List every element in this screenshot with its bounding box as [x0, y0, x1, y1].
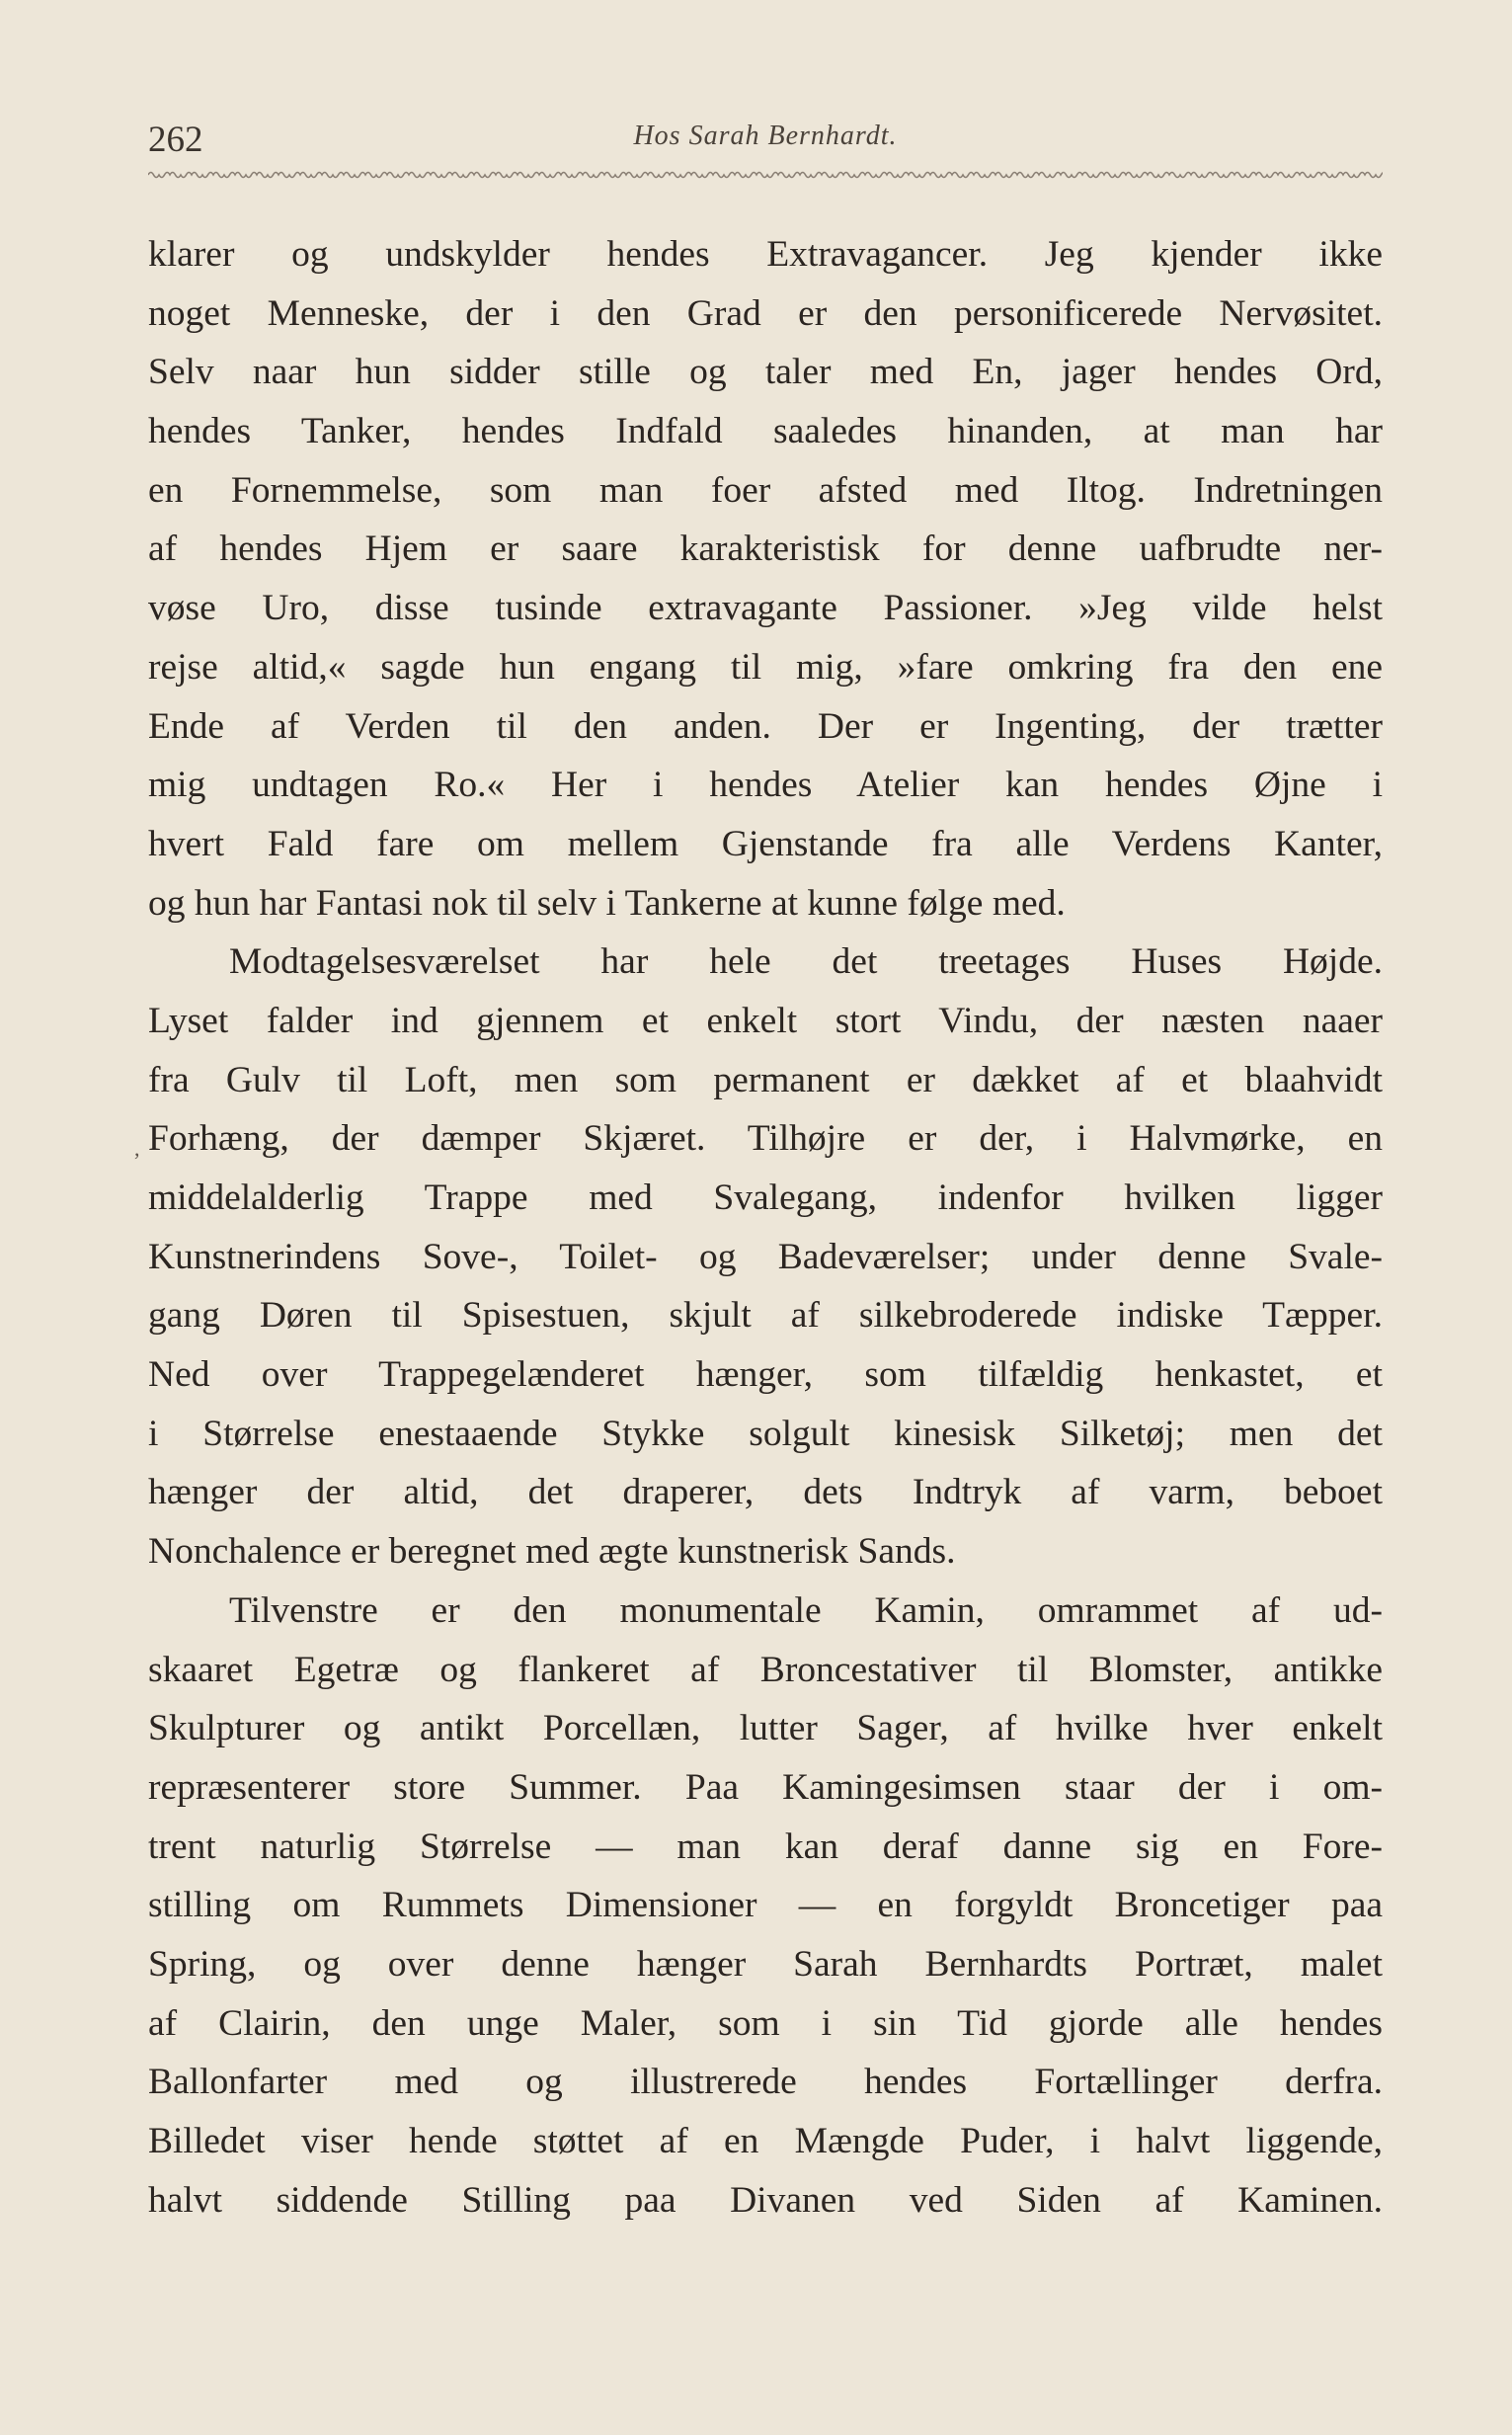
- decorative-rule: [148, 168, 1383, 182]
- text-line: og hun har Fantasi nok til selv i Tankerne at kunne følge med.: [148, 882, 1066, 924]
- text-line: Kunstnerindens Sove-, Toilet- og Badeværelser; under denne Svale-: [148, 1236, 1383, 1277]
- text-line: Tilvenstre er den monumentale Kamin, omrammet af ud-: [229, 1589, 1383, 1631]
- page-number: 262: [148, 120, 203, 160]
- text-line: skaaret Egetræ og flankeret af Broncestativer til Blomster, antikke: [148, 1649, 1383, 1690]
- text-line: en Fornemmelse, som man foer afsted med Iltog. Indretningen: [148, 469, 1383, 511]
- text-line: Ballonfarter med og illustrerede hendes Fortællinger derfra.: [148, 2062, 1383, 2103]
- text-line: Nonchalence er beregnet med ægte kunstnerisk Sands.: [148, 1531, 956, 1573]
- text-line: trent naturlig Størrelse — man kan deraf danne sig en Fore-: [148, 1826, 1383, 1867]
- text-line: Billedet viser hende støttet af en Mængde Puder, i halvt liggende,: [148, 2121, 1383, 2161]
- text-line: klarer og undskylder hendes Extravagancer. Jeg kjender ikke: [148, 234, 1383, 275]
- text-line: noget Menneske, der i den Grad er den personificerede Nervøsitet.: [148, 292, 1383, 334]
- text-line: Skulpturer og antikt Porcellæn, lutter Sager, af hvilke hver enkelt: [148, 1708, 1383, 1749]
- text-line: af Clairin, den unge Maler, som i sin Tid gjorde alle hendes: [148, 2002, 1383, 2044]
- margin-mark: ,: [134, 1136, 140, 1161]
- running-title: Hos Sarah Bernhardt.: [633, 121, 898, 151]
- text-line: stilling om Rummets Dimensioner — en forgyldt Broncetiger paa: [148, 1885, 1383, 1926]
- text-line: Ned over Trappegelænderet hænger, som tilfældig henkastet, et: [148, 1354, 1383, 1396]
- text-line: Modtagelsesværelset har hele det treetages Huses Højde.: [229, 941, 1383, 983]
- text-line: halvt siddende Stilling paa Divanen ved Siden af Kaminen.: [148, 2179, 1383, 2221]
- text-line: af hendes Hjem er saare karakteristisk for denne uafbrudte ner-: [148, 528, 1383, 570]
- body-text: [148, 225, 1383, 2230]
- text-line: gang Døren til Spisestuen, skjult af silkebroderede indiske Tæpper.: [148, 1295, 1383, 1337]
- text-line: mig undtagen Ro.« Her i hendes Atelier kan hendes Øjne i: [148, 765, 1383, 806]
- text-line: rejse altid,« sagde hun engang til mig, »fare omkring fra den ene: [148, 646, 1383, 688]
- text-line: hendes Tanker, hendes Indfald saaledes hinanden, at man har: [148, 411, 1383, 452]
- text-line: Forhæng, der dæmper Skjæret. Tilhøjre er der, i Halvmørke, en: [148, 1118, 1383, 1160]
- text-line: Spring, og over denne hænger Sarah Bernhardts Portræt, malet: [148, 1943, 1383, 1985]
- page-header: [148, 111, 1383, 170]
- text-line: Lyset falder ind gjennem et enkelt stort Vindu, der næsten naaer: [148, 1000, 1383, 1041]
- text-line: Ende af Verden til den anden. Der er Ingenting, der trætter: [148, 705, 1383, 747]
- text-line: vøse Uro, disse tusinde extravagante Passioner. »Jeg vilde helst: [148, 588, 1383, 629]
- text-line: fra Gulv til Loft, men som permanent er dækket af et blaahvidt: [148, 1059, 1383, 1100]
- text-line: repræsenterer store Summer. Paa Kamingesimsen staar der i om-: [148, 1766, 1383, 1808]
- text-line: Selv naar hun sidder stille og taler med En, jager hendes Ord,: [148, 352, 1383, 393]
- text-line: hvert Fald fare om mellem Gjenstande fra alle Verdens Kanter,: [148, 823, 1383, 864]
- text-line: i Størrelse enestaaende Stykke solgult kinesisk Silketøj; men det: [148, 1413, 1383, 1454]
- text-line: hænger der altid, det draperer, dets Indtryk af varm, beboet: [148, 1472, 1383, 1513]
- text-line: middelalderlig Trappe med Svalegang, indenfor hvilken ligger: [148, 1177, 1383, 1218]
